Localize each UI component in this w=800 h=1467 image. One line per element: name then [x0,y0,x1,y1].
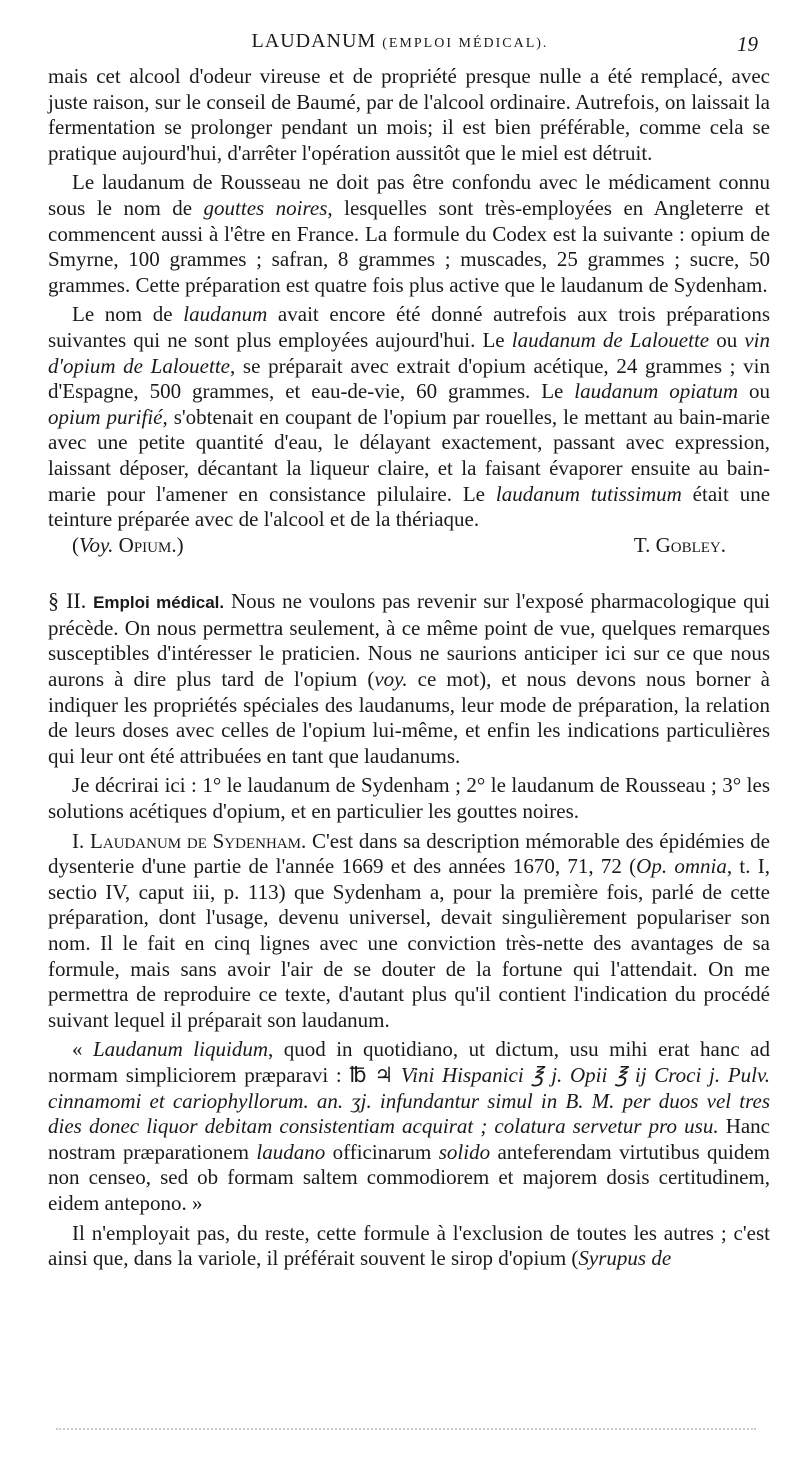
paragraph-latin-quote: « Laudanum liquidum, quod in quotidiano, ut dictum, usu mihi erat hanc ad normam simpliciorem præparavi : ℔ ♃ Vini Hispanici ℥ j. Opii ℥ ij Croci j. Pulv. cinnamomi et cariophyllorum. an. ʒj. infundantur simul in B. M. per duos vel tres dies donec liquor debitam consistentiam acquirat ; colatura servetur pro usu. Hanc nostram præparationem laudano officinarum solido anteferendam virtutibus quidem non censeo, sed ob formam saltem commodiorem et majorem dosis certitudinem, eidem antepono. » [48,1037,771,1215]
author-signature: T. Gobley. [633,532,726,557]
page-number: 19 [737,32,758,56]
paragraph-final: Il n'employait pas, du reste, cette formule à l'exclusion de toutes les autres ; c'est ainsi que, dans la variole, il préférait souvent le sirop d'opium (Syrupus de [48,1220,770,1271]
section-emploi-medical: § II. Emploi médical. Nous ne voulons pas revenir sur l'exposé pharmacologique qui précède. On nous permettra seulement, à ce même point de vue, quelques remarques susceptibles d'intéresser le praticien. Nous ne saurions anticiper ici sur ce que nous aurons à dire plus tard de l'opium (voy. ce mot), et nous devons nous borner à indiquer les propriétés spéciales des laudanums, leur mode de préparation, la relation de leurs doses avec celles de l'opium lui-même, et enfin les indications particulières qui leur ont été attribuées en tant que laudanums. [48,588,770,768]
running-title-main: LAUDANUM [251,30,377,52]
page-body [48,64,770,1272]
reference-and-signature [48,533,770,559]
paragraph-enumeration: Je décrirai ici : 1° le laudanum de Sydenham ; 2° le laudanum de Rousseau ; 3° les solutions acétiques d'opium, et en particulier les gouttes noires. [48,773,770,824]
paragraph-sydenham: I. Laudanum de Sydenham. C'est dans sa description mémorable des épidémies de dysenterie d'une partie de l'année 1669 et des années 1670, 71, 72 (Op. omnia, t. I, sectio IV, caput iii, p. 113) que Sydenham a, pour la première fois, parlé de cette préparation, dont l'usage, devenu universel, devait singulièrement populariser son nom. Il le fait en cinq lignes avec une conviction très-nette des avantages de sa formule, mais sans avoir l'air de se douter de la fortune qui l'attendait. On me permettra de reproduire ce texte, d'autant plus qu'il contient l'indication du procédé suivant lequel il préparait son laudanum. [48,828,771,1032]
running-title [0,30,800,53]
page-header [0,30,800,60]
running-title-sub: (EMPLOI MÉDICAL). [382,36,549,51]
section-title: Emploi médical. [93,593,225,613]
paragraph-rousseau: Le laudanum de Rousseau ne doit pas être confondu avec le médicament connu sous le nom de gouttes noires, lesquelles sont très-employées en Angleterre et commencent aussi à l'être en France. La formule du Codex est la suivante : opium de Smyrne, 100 grammes ; safran, 8 grammes ; muscades, 25 grammes ; sucre, 50 grammes. Cette préparation est quatre fois plus active que le laudanum de Sydenham. [48,170,770,297]
paragraph-other-laudanums: Le nom de laudanum avait encore été donné autrefois aux trois préparations suivantes qui ne sont plus employées aujourd'hui. Le laudanum de Lalouette ou vin d'opium de Lalouette, se préparait avec extrait d'opium acétique, 24 grammes ; vin d'Espagne, 500 grammes, et eau-de-vie, 60 grammes. Le laudanum opiatum ou opium purifié, s'obtenait en coupant de l'opium par rouelles, le mettant au bain-marie avec une petite quantité d'eau, le délayant exactement, passant avec expression, laissant déposer, décantant la liqueur claire, et la faisant évaporer ensuite au bain-marie pour l'amener en consistance pilulaire. Le laudanum tutissimum était une teinture préparée avec de l'alcool et de la thériaque. [48,302,771,532]
section-mark: § II. [48,588,87,614]
cross-reference: (Voy. Opium.) [72,532,184,557]
paragraph-continuation: mais cet alcool d'odeur vireuse et de propriété presque nulle a été remplacé, avec juste raison, sur le conseil de Baumé, par de l'alcool ordinaire. Autrefois, on laissait la fermentation se prolonger pendant un mois; il est bien préférable, comme cela se pratique aujourd'hui, d'arrêter l'opération aussitôt que le miel est détruit. [48,64,770,165]
footer-dotted-rule [56,1428,756,1440]
subsection-lead: I. Laudanum de Sydenham. [72,828,307,853]
